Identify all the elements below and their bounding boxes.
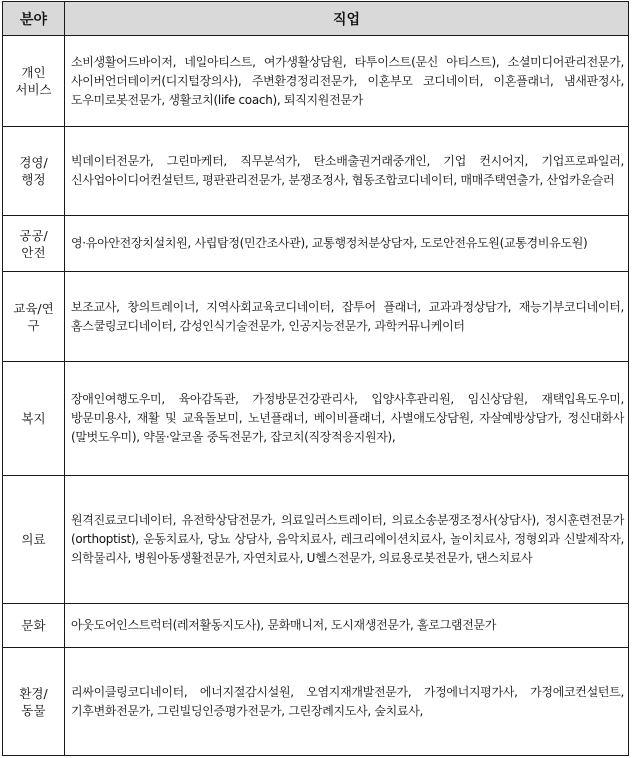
jobs-text: 원격진료코디네이터, 유전학상담전문가, 의료일러스트레이터, 의료소송분쟁조정사(상담사), 정시훈련전문가(orthoptist), 운동치료사, 당뇨 상담사, 음악치료사, 레크리에이션치료사, 놀이치료사, 정형외과 신발제작자, 의학물리사, 병원아동생활전문가, 자연치료사, U헬스전문가, 의료용로봇전문가, 댄스치료사 [71, 513, 624, 565]
jobs-text: 영·유아안전장치설치원, 사립탐정(민간조사관), 교통행정처분상담자, 도로안전유도원(교통경비유도원) [71, 236, 588, 250]
field-cell [3, 362, 65, 476]
header-field: 분야 [3, 2, 65, 36]
field-label: 공공/ 안전 [19, 227, 48, 260]
field-label: 환경/ 동물 [19, 685, 48, 718]
jobs-text: 아웃도어인스트럭터(레저활동지도사), 문화매니저, 도시재생전문가, 홀로그램전문가 [71, 618, 497, 632]
field-cell [3, 36, 65, 127]
jobs-cell [65, 476, 629, 604]
field-cell [3, 272, 65, 362]
table-header-row [3, 2, 629, 36]
jobs-cell [65, 127, 629, 216]
table-row [3, 272, 629, 362]
jobs-text: 빅데이터전문가, 그린마케터, 직무분석가, 탄소배출권거래중개인, 기업 컨시어지, 기업프로파일러, 신사업아이디어컨설턴트, 평판관리전문가, 분쟁조정사, 협동조합코디네이터, 매매주택연출가, 산업카운슬러 [71, 154, 624, 187]
jobs-cell [65, 36, 629, 127]
field-label: 복지 [21, 411, 46, 426]
jobs-cell [65, 648, 629, 756]
field-label: 교육/연 구 [13, 300, 54, 333]
field-label: 경영/ 행정 [19, 155, 48, 187]
jobs-cell [65, 604, 629, 648]
table-row [3, 604, 629, 648]
table-row [3, 648, 629, 756]
field-label: 개인 서비스 [15, 65, 52, 97]
jobs-cell [65, 272, 629, 362]
jobs-text: 소비생활어드바이저, 네일아티스트, 여가생활상담원, 타투이스트(문신 아티스트), 소셜미디어관리전문가, 사이버언더테이커(디지털장의사), 주변환경정리전문가, 이혼부모 코디네이터, 이혼플래너, 냄새판정사, 도우미로봇전문가, 생활코치(life coach), 퇴직지원전문가 [71, 54, 624, 107]
jobs-text: 리싸이클링코디네이터, 에너지절감시설원, 오염지재개발전문가, 가정에너지평가사, 가정에코컨설턴트, 기후변화전문가, 그린빌딩인증평가전문가, 그린장례지도사, 숲치료사, [71, 684, 624, 718]
jobs-text: 보조교사, 창의트레이너, 지역사회교육코디네이터, 잡투어 플래너, 교과과정상담가, 재능기부코디네이터, 홈스쿨링코디네이터, 감성인식기술전문가, 인공지능전문가, 과학커뮤니케이터 [71, 299, 624, 333]
table-row [3, 36, 629, 127]
field-cell [3, 648, 65, 756]
field-cell [3, 604, 65, 648]
job-table [2, 1, 629, 756]
field-label: 의료 [21, 532, 46, 547]
jobs-cell [65, 216, 629, 272]
field-cell [3, 476, 65, 604]
jobs-cell [65, 362, 629, 476]
field-cell [3, 127, 65, 216]
field-label: 문화 [21, 618, 46, 633]
field-cell [3, 216, 65, 272]
table-row [3, 127, 629, 216]
table-row [3, 362, 629, 476]
jobs-text: 장애인여행도우미, 육아감독관, 가정방문건강관리사, 입양사후관리원, 임신상담원, 재택입욕도우미, 방문미용사, 재활 및 교육돌보미, 노년플래너, 베이비플래너, 사별애도상담원, 자살예방상담가, 정신대화사(말벗도우미), 약물·알코올 중독전문가, 잡코치(직장적응지원자), [71, 392, 624, 444]
table-row [3, 216, 629, 272]
table-row [3, 476, 629, 604]
header-jobs: 직업 [65, 2, 629, 36]
